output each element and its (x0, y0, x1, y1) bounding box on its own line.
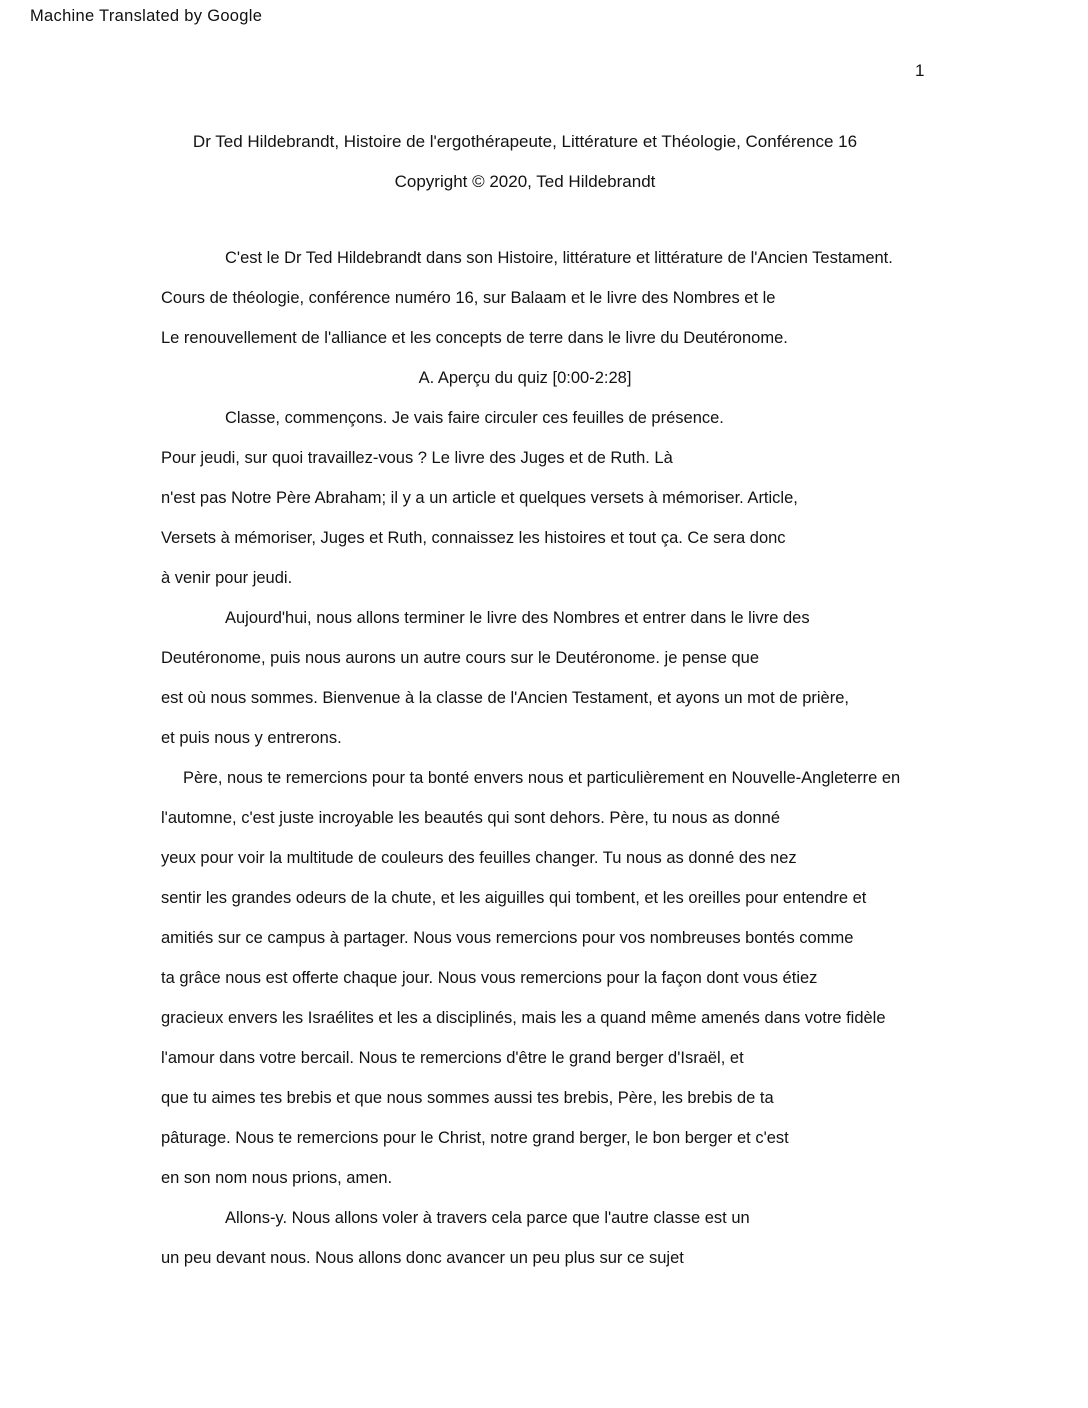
paragraph-line: Cours de théologie, conférence numéro 16, sur Balaam et le livre des Nombres et le (161, 289, 776, 307)
paragraph-line: l'automne, c'est juste incroyable les beautés qui sont dehors. Père, tu nous as donné (161, 809, 781, 827)
copyright-line: Copyright © 2020, Ted Hildebrandt (394, 172, 656, 191)
paragraph-line: pâturage. Nous te remercions pour le Christ, notre grand berger, le bon berger et c'est (161, 1129, 789, 1147)
paragraph-line: à venir pour jeudi. (161, 569, 293, 587)
document-body (0, 238, 1088, 1278)
page-number: 1 (915, 61, 925, 80)
paragraph-line: et puis nous y entrerons. (161, 729, 342, 747)
paragraph-line: n'est pas Notre Père Abraham; il y a un article et quelques versets à mémoriser. Article, (161, 489, 798, 507)
document-title: Dr Ted Hildebrandt, Histoire de l'ergothérapeute, Littérature et Théologie, Conférence 16 (192, 132, 858, 151)
paragraph-line: est où nous sommes. Bienvenue à la classe de l'Ancien Testament, et ayons un mot de prière, (161, 689, 849, 707)
paragraph-line: l'amour dans votre bercail. Nous te remercions d'être le grand berger d'Israël, et (161, 1049, 744, 1067)
paragraph-line: en son nom nous prions, amen. (161, 1169, 393, 1187)
paragraph-line: Deutéronome, puis nous aurons un autre cours sur le Deutéronome. je pense que (161, 649, 760, 667)
paragraph-line: sentir les grandes odeurs de la chute, et les aiguilles qui tombent, et les oreilles pour entendre et (161, 889, 867, 907)
paragraph-line: amitiés sur ce campus à partager. Nous vous remercions pour vos nombreuses bontés comme (161, 929, 854, 947)
paragraph-line: Allons-y. Nous allons voler à travers cela parce que l'autre classe est un (225, 1209, 750, 1227)
paragraph-line: un peu devant nous. Nous allons donc avancer un peu plus sur ce sujet (161, 1249, 684, 1267)
paragraph-line: Versets à mémoriser, Juges et Ruth, connaissez les histoires et tout ça. Ce sera donc (161, 529, 786, 547)
paragraph-line: ta grâce nous est offerte chaque jour. Nous vous remercions pour la façon dont vous étiez (161, 969, 818, 987)
paragraph-line: C'est le Dr Ted Hildebrandt dans son Histoire, littérature et littérature de l'Ancien Testament. (225, 249, 893, 267)
paragraph-line: yeux pour voir la multitude de couleurs des feuilles changer. Tu nous as donné des nez (161, 849, 797, 867)
paragraph-line: Père, nous te remercions pour ta bonté envers nous et particulièrement en Nouvelle-Angleterre en (183, 769, 901, 787)
section-heading: A. Aperçu du quiz [0:00-2:28] (418, 369, 632, 387)
paragraph-line: Le renouvellement de l'alliance et les concepts de terre dans le livre du Deutéronome. (161, 329, 788, 347)
paragraph-line: Pour jeudi, sur quoi travaillez-vous ? Le livre des Juges et de Ruth. Là (161, 449, 673, 467)
paragraph-line: que tu aimes tes brebis et que nous sommes aussi tes brebis, Père, les brebis de ta (161, 1089, 774, 1107)
paragraph-line: gracieux envers les Israélites et les a disciplinés, mais les a quand même amenés dans votre fidèle (161, 1009, 886, 1027)
paragraph-line: Classe, commençons. Je vais faire circuler ces feuilles de présence. (225, 409, 724, 427)
machine-translated-label: Machine Translated by Google (30, 7, 263, 25)
paragraph-line: Aujourd'hui, nous allons terminer le livre des Nombres et entrer dans le livre des (225, 609, 810, 627)
